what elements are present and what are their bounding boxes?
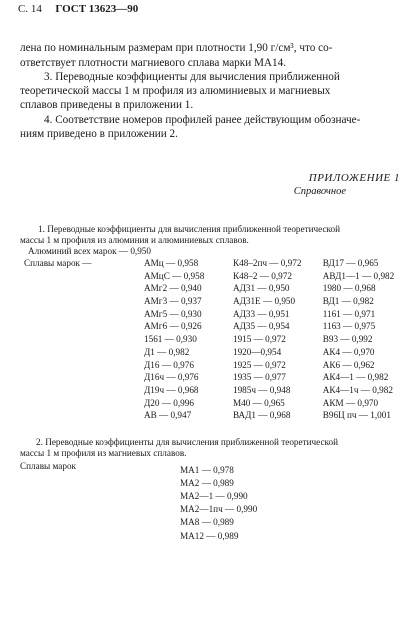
- list-item: [180, 504, 257, 515]
- table-row: [144, 321, 420, 334]
- list-item: [180, 517, 257, 528]
- table-cell: 1935 — 0,977: [232, 372, 286, 383]
- table-cell: В93 — 0,992: [322, 334, 373, 345]
- table-cell: МА2 — 0,989: [180, 477, 234, 488]
- table-cell: Д1 — 0,982: [144, 346, 190, 357]
- table-cell: АМг6 — 0,926: [144, 321, 202, 332]
- table-cell: ВАД1 — 0,968: [232, 410, 291, 421]
- table-cell: АМцС — 0,958: [144, 270, 205, 281]
- list-item: [180, 530, 257, 541]
- table-cell: К48–2пч — 0,972: [232, 258, 302, 268]
- table-cell: АМг5 — 0,930: [144, 308, 202, 319]
- list-item: [180, 464, 257, 475]
- table-row: [144, 309, 420, 322]
- table-cell: АД33 — 0,951: [232, 308, 290, 319]
- table-cell: АВД1—1 — 0,982: [322, 270, 395, 281]
- page-number: С. 14: [18, 3, 42, 15]
- table-row: [144, 334, 420, 347]
- table-cell: АД31 — 0,950: [232, 283, 290, 294]
- table-cell: АК4—1ч — 0,982: [322, 384, 393, 395]
- table-row: [144, 410, 420, 423]
- table-cell: АМц — 0,958: [144, 258, 199, 268]
- table-cell: В96Ц пч — 1,001: [322, 410, 391, 421]
- table-cell: М40 — 0,965: [232, 397, 285, 408]
- aluminum-coefficients-table: [144, 258, 420, 423]
- table-cell: МА2—1 — 0,990: [180, 490, 248, 501]
- appendix-subtitle: Справочное: [293, 186, 346, 197]
- table-cell: 1561 — 0,930: [144, 334, 197, 345]
- table-cell: 1985ч — 0,948: [232, 384, 291, 395]
- table-cell: ВД1 — 0,982: [322, 296, 374, 307]
- paragraph-continuation-line2: ответствует плотности магниевого сплава марки МА14.: [20, 57, 286, 69]
- table-cell: АВ — 0,947: [144, 410, 192, 421]
- paragraph-4-line1: 4. Соответствие номеров профилей ранее действующим обозначе-: [44, 114, 361, 126]
- table-row: [144, 347, 420, 360]
- table-cell: Д20 — 0,996: [144, 397, 194, 408]
- list-item: [180, 477, 257, 488]
- paragraph-4-line2: ниям приведено в приложении 2.: [20, 128, 178, 140]
- table-cell: 1163 — 0,975: [322, 321, 376, 332]
- table-cell: Д19ч — 0,968: [144, 384, 199, 395]
- table-cell: МА2—1пч — 0,990: [180, 504, 258, 515]
- table-cell: АД35 — 0,954: [232, 321, 290, 332]
- table-cell: К48–2 — 0,972: [232, 270, 292, 281]
- table-cell: МА12 — 0,989: [180, 530, 239, 541]
- table-cell: 1161 — 0,971: [322, 308, 376, 319]
- section-2-heading-line2: массы 1 м профиля из магниевых сплавов.: [20, 448, 187, 458]
- table-row: [144, 283, 420, 296]
- magnesium-alloys-label: Сплавы марок: [20, 461, 76, 471]
- paragraph-3-line1: 3. Переводные коэффициенты для вычисления приближенной: [44, 71, 340, 83]
- section-1-heading-line1: 1. Переводные коэффициенты для вычисления приближенной теоретической: [38, 224, 341, 234]
- table-row: [144, 372, 420, 385]
- table-cell: АМг3 — 0,937: [144, 296, 202, 307]
- section-1-heading-line2: массы 1 м профиля из алюминия и алюминиевых сплавов.: [20, 235, 249, 245]
- table-cell: 1925 — 0,972: [232, 359, 286, 370]
- table-row: [144, 385, 420, 398]
- section-2-heading-line1: 2. Переводные коэффициенты для вычисления приближенной теоретической: [36, 437, 339, 447]
- table-row: [144, 296, 420, 309]
- table-cell: МА1 — 0,978: [180, 464, 234, 475]
- paragraph-3-line2: теоретической массы 1 м профиля из алюминиевых и магниевых: [20, 85, 331, 97]
- table-row: [144, 258, 420, 271]
- table-cell: АКМ — 0,970: [322, 397, 379, 408]
- table-row: [144, 398, 420, 411]
- table-cell: МА8 — 0,989: [180, 517, 234, 528]
- table-cell: Д16 — 0,976: [144, 359, 194, 370]
- appendix-title: ПРИЛОЖЕНИЕ 1: [308, 172, 400, 184]
- paragraph-continuation-line1: лена по номинальным размерам при плотности 1,90 г/см³, что со-: [20, 42, 333, 54]
- magnesium-coefficients-table: [178, 462, 259, 543]
- list-item: [180, 490, 257, 501]
- table-cell: АК6 — 0,962: [322, 359, 375, 370]
- table-cell: Д16ч — 0,976: [144, 372, 199, 383]
- table-cell: 1980 — 0,968: [322, 283, 376, 294]
- table-cell: ВД17 — 0,965: [322, 258, 379, 268]
- table-cell: АД31Е — 0,950: [232, 296, 296, 307]
- paragraph-3-line3: сплавов приведены в приложении 1.: [20, 99, 194, 111]
- table-row: [144, 271, 420, 284]
- aluminum-all-grades: Алюминий всех марок — 0,950: [28, 246, 151, 256]
- page-header: [18, 3, 138, 15]
- standard-number: ГОСТ 13623—90: [55, 3, 139, 15]
- table-cell: 1920—0,954: [232, 346, 282, 357]
- alloys-label: Сплавы марок —: [24, 258, 92, 268]
- table-cell: 1915 — 0,972: [232, 334, 286, 345]
- table-cell: АК4 — 0,970: [322, 346, 375, 357]
- table-cell: АМг2 — 0,940: [144, 283, 202, 294]
- table-cell: АК4—1 — 0,982: [322, 372, 389, 383]
- table-row: [144, 360, 420, 373]
